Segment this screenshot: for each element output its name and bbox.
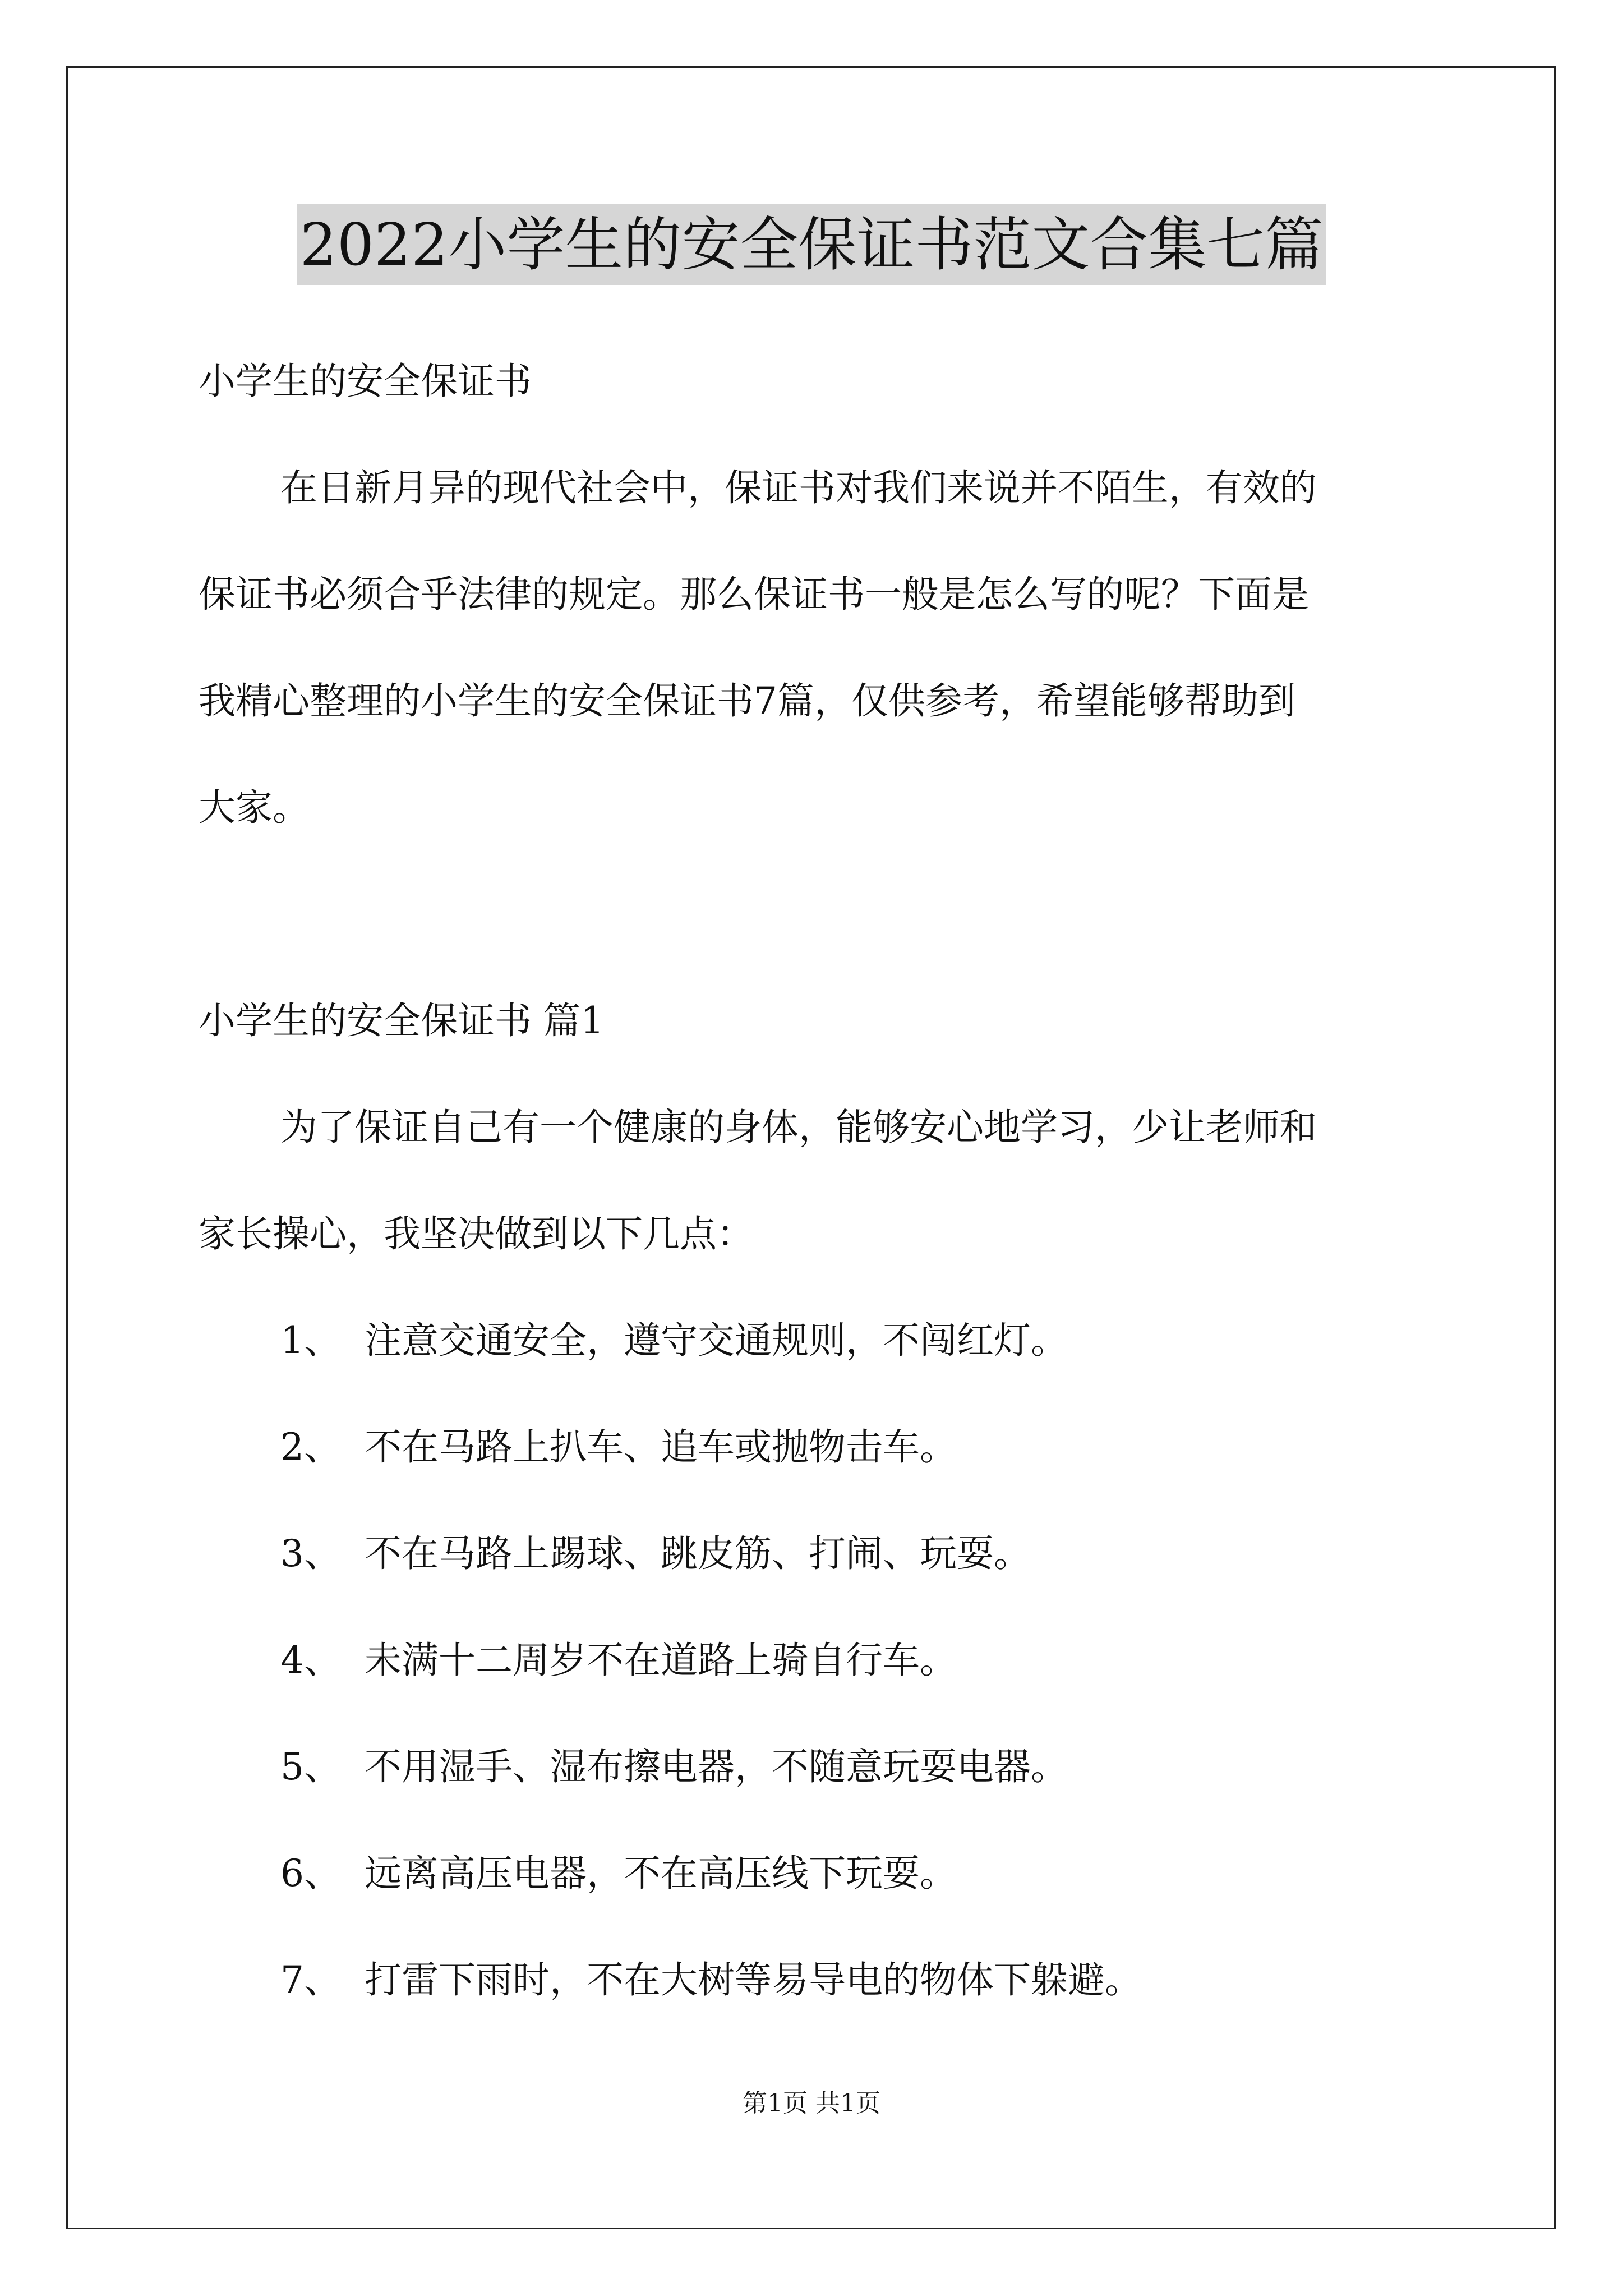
section-paragraph-line: 为了保证自己有一个健康的身体，能够安心地学习，少让老师和 xyxy=(280,1106,1317,1149)
intro-line: 大家。 xyxy=(199,786,310,829)
intro-heading: 小学生的安全保证书 xyxy=(199,360,532,403)
intro-line: 保证书必须合乎法律的规定。那么保证书一般是怎么写的呢？下面是 xyxy=(199,573,1309,616)
list-item-text: 远离高压电器，不在高压线下玩耍。 xyxy=(365,1852,957,1895)
list-item-number: 3、 xyxy=(280,1532,341,1575)
list-item xyxy=(280,1425,1514,1470)
intro-line: 我精心整理的小学生的安全保证书7篇，仅供参考，希望能够帮助到 xyxy=(199,679,1295,723)
section-paragraph-line: 家长操心，我坚决做到以下几点： xyxy=(199,1212,754,1255)
list-item xyxy=(280,1745,1514,1789)
list-item xyxy=(280,1638,1514,1683)
document-title-text: 2022小学生的安全保证书范文合集七篇 xyxy=(297,204,1327,285)
list-item-text: 不用湿手、湿布擦电器，不随意玩耍电器。 xyxy=(365,1745,1068,1788)
list-item-number: 7、 xyxy=(280,1958,341,2001)
list-item-number: 6、 xyxy=(280,1852,341,1895)
list-item xyxy=(280,1531,1514,1576)
list-item xyxy=(280,1958,1514,2003)
list-item-number: 1、 xyxy=(280,1319,341,1362)
list-item xyxy=(280,1851,1514,1896)
list-item-text: 不在马路上踢球、跳皮筋、打闹、玩耍。 xyxy=(365,1532,1031,1575)
list-item-text: 不在马路上扒车、追车或抛物击车。 xyxy=(365,1425,957,1469)
page-footer: 第1页 共1页 xyxy=(743,2089,880,2118)
list-item-number: 4、 xyxy=(280,1639,341,1682)
list-item-text: 注意交通安全，遵守交通规则，不闯红灯。 xyxy=(365,1319,1068,1362)
list-item-text: 打雷下雨时，不在大树等易导电的物体下躲避。 xyxy=(365,1958,1142,2001)
document-title xyxy=(0,204,1623,285)
section-heading: 小学生的安全保证书 篇1 xyxy=(199,999,604,1042)
list-item-number: 2、 xyxy=(280,1425,341,1469)
list-item xyxy=(280,1318,1514,1363)
list-item-number: 5、 xyxy=(280,1745,341,1788)
list-item-text: 未满十二周岁不在道路上骑自行车。 xyxy=(365,1639,957,1682)
intro-line: 在日新月异的现代社会中，保证书对我们来说并不陌生，有效的 xyxy=(280,466,1317,509)
